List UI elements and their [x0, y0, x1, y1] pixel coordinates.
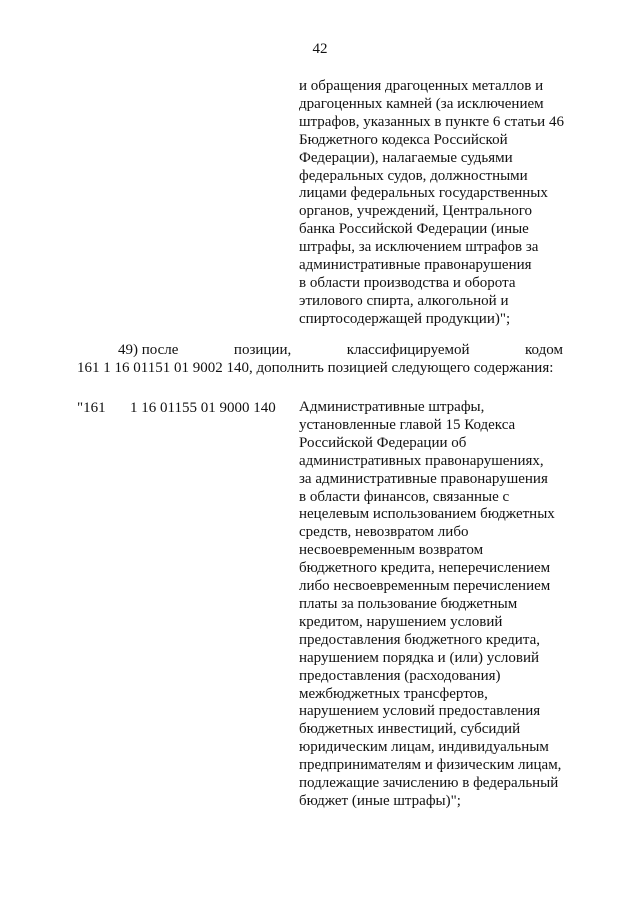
description-line: и обращения драгоценных металлов и — [299, 78, 544, 94]
description-line: спиртосодержащей продукции)"; — [299, 310, 511, 327]
description-line: Бюджетного кодекса Российской — [299, 131, 508, 148]
entry-description-line: бюджет (иные штрафы)"; — [299, 792, 461, 809]
top-description — [299, 78, 564, 329]
paragraph-word: 49) после — [118, 342, 179, 358]
entry-description-line: установленные главой 15 Кодекса — [299, 416, 516, 433]
paragraph-line-2: 161 1 16 01151 01 9002 140, дополнить позицией следующего содержания: — [77, 360, 554, 376]
entry-description-line: нарушением условий предоставления — [299, 703, 541, 720]
entry-description-line: несвоевременным возвратом — [299, 542, 484, 559]
entry-description-line: подлежащие зачислению в федеральный — [299, 775, 559, 792]
entry-description-line: юридическим лицам, индивидуальным — [299, 739, 549, 756]
entry-description-line: нецелевым использованием бюджетных — [299, 506, 555, 523]
entry-description-line: предпринимателям и физическим лицам, — [299, 757, 562, 774]
entry-description-line: бюджетных инвестиций, субсидий — [299, 721, 521, 738]
entry-description-line: предоставления (расходования) — [299, 667, 501, 684]
description-line: этилового спирта, алкогольной и — [299, 292, 509, 309]
entry-description-line: Административные штрафы, — [299, 399, 485, 415]
paragraph-word: классифицируемой — [346, 342, 470, 358]
description-line: драгоценных камней (за исключением — [299, 95, 544, 112]
description-line: Федерации), налагаемые судьями — [299, 149, 513, 166]
entry-description-line: нарушением порядка и (или) условий — [299, 649, 540, 666]
page-number: 42 — [312, 41, 328, 57]
description-line: штрафы, за исключением штрафов за — [299, 239, 539, 256]
entry-description-line: административных правонарушениях, — [299, 452, 544, 469]
entry-description-line: Российской Федерации об — [299, 434, 467, 451]
description-line: федеральных судов, должностными — [299, 167, 528, 184]
description-line: штрафов, указанных в пункте 6 статьи 46 — [299, 113, 564, 130]
entry-description-line: платы за пользование бюджетным — [299, 595, 518, 612]
paragraph-line-1 — [77, 341, 563, 359]
entry-description — [299, 399, 561, 811]
entry-description-line: бюджетного кредита, неперечислением — [299, 560, 551, 577]
admin-code: "161 — [77, 400, 106, 416]
description-line: органов, учреждений, Центрального — [299, 203, 533, 220]
description-line: в области производства и оборота — [299, 274, 516, 291]
paragraph-word: кодом — [525, 342, 563, 358]
entry-description-line: в области финансов, связанные с — [299, 488, 510, 505]
entry-description-line: либо несвоевременным перечислением — [299, 578, 551, 595]
entry-description-line: средств, невозвратом либо — [299, 524, 469, 541]
description-line: лицами федеральных государственных — [299, 185, 548, 202]
description-line: банка Российской Федерации (иные — [299, 221, 529, 238]
entry-description-line: за административные правонарушения — [299, 470, 548, 487]
entry-description-line: межбюджетных трансфертов, — [299, 685, 488, 702]
entry-description-line: кредитом, нарушением условий — [299, 613, 503, 630]
amendment-paragraph — [77, 341, 563, 377]
entry-description-line: предоставления бюджетного кредита, — [299, 631, 540, 648]
description-line: административные правонарушения — [299, 257, 532, 274]
budget-classification-code: 1 16 01155 01 9000 140 — [130, 400, 276, 416]
paragraph-word: позиции, — [233, 342, 292, 358]
